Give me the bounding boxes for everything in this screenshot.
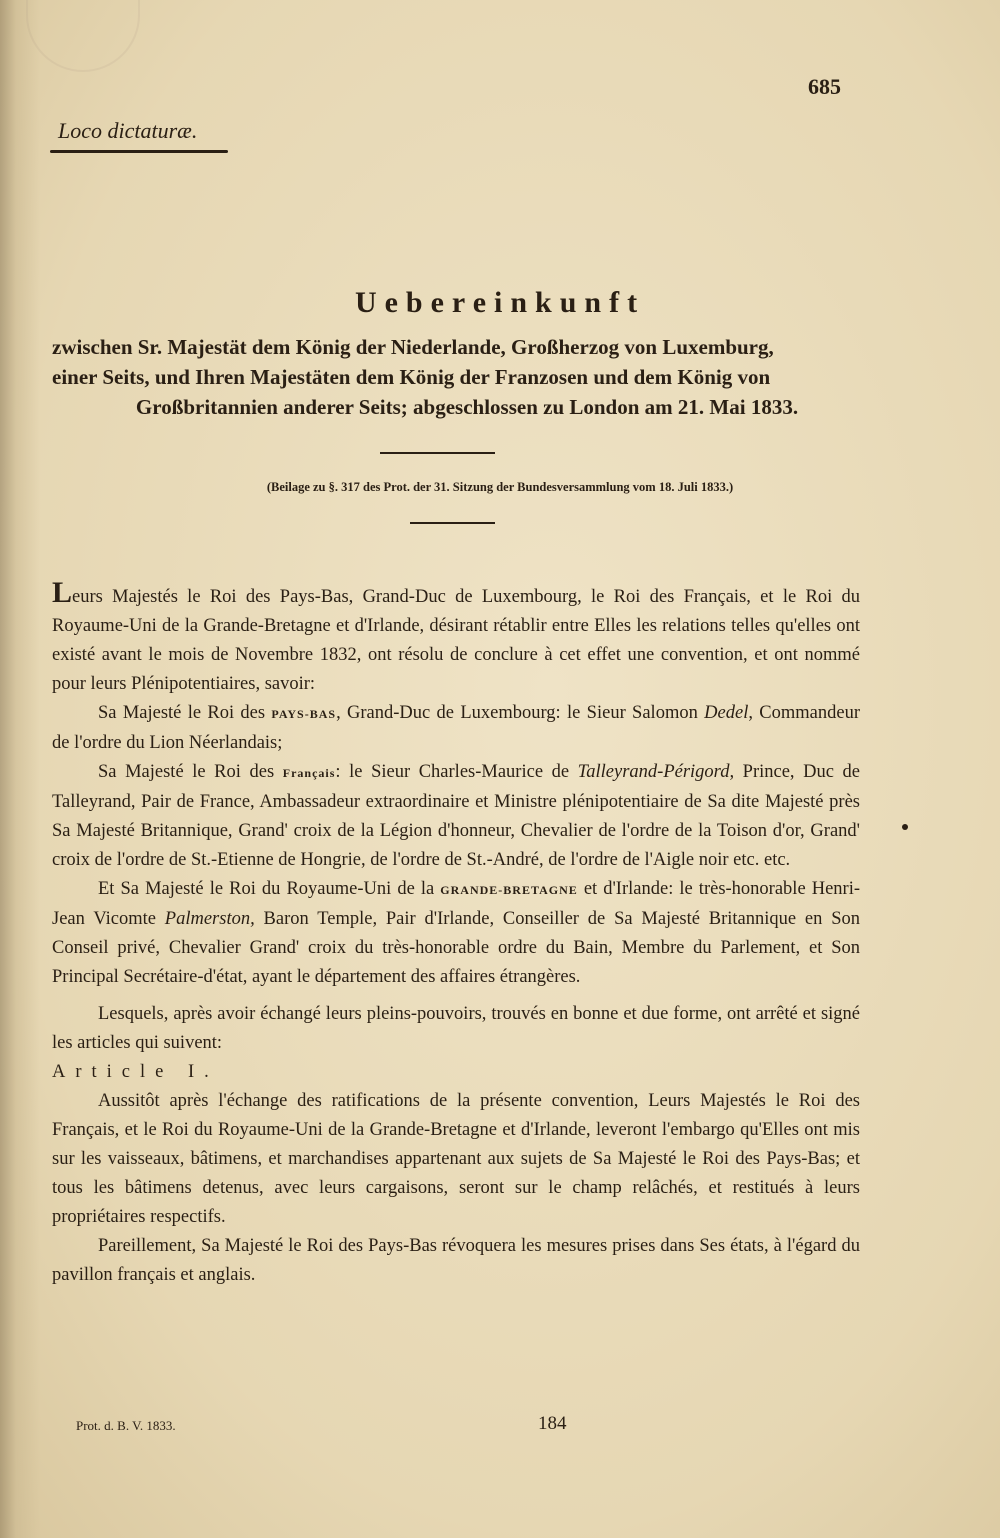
binding-shadow bbox=[0, 0, 40, 1538]
article-1-paragraph-1: Aussitôt après l'échange des ratifications de la présente convention, Leurs Majestés le Roi des Français, et le Roi du Royaume-Uni de la Grande-Bretagne et d'Irlande, leveront l'embargo qu'Elles ont mis sur les vaisseaux, bâtimens, et marchandises appartenant aux sujets de Sa Majesté le Roi des Pays-Bas; et tous les bâtimens detenus, avec leurs cargaisons, seront sur le champ relâchés, et restitués à leurs propriétaires respectifs. bbox=[52, 1091, 860, 1227]
text-run: Et Sa Majesté le Roi du Royaume-Uni de la bbox=[98, 879, 441, 899]
italic-name: Palmerston, bbox=[164, 909, 255, 929]
document-title: Uebereinkunft bbox=[354, 286, 646, 319]
text-run: et d'Irlande: le très-honorable Henri-Jean Vicomte bbox=[52, 879, 860, 929]
text-run: , Grand-Duc de Luxembourg: le Sieur Salomon bbox=[336, 703, 705, 723]
text-run: : le Sieur Charles-Maurice de bbox=[335, 762, 578, 782]
lesquels-paragraph: Lesquels, après avoir échangé leurs pleins-pouvoirs, trouvés en bonne et due forme, ont arrêté et signé les articles qui suivent: bbox=[52, 1004, 860, 1053]
document-subtitle bbox=[52, 332, 862, 422]
plenipotentiary-france bbox=[52, 758, 860, 875]
header-underline bbox=[50, 150, 228, 153]
divider-rule bbox=[410, 522, 495, 524]
italic-name: Talleyrand-Périgord, bbox=[577, 762, 735, 782]
ink-mark bbox=[902, 824, 908, 830]
treaty-body bbox=[52, 576, 861, 1290]
text-run: , Commandeur de l'ordre du Lion Néerlandais; bbox=[52, 703, 860, 753]
page-number: 685 bbox=[808, 74, 841, 99]
divider-rule bbox=[380, 452, 495, 454]
subtitle-line-2: einer Seits, und Ihren Majestäten dem König der Franzosen und dem König von bbox=[52, 365, 771, 389]
footer-signature-number: 184 bbox=[538, 1413, 567, 1434]
beilage-note: (Beilage zu §. 317 des Prot. der 31. Sitzung der Bundesversammlung vom 18. Juli 1833.) bbox=[266, 480, 734, 494]
plenipotentiary-netherlands bbox=[52, 699, 860, 758]
text-run: Sa Majesté le Roi des bbox=[98, 703, 272, 723]
subtitle-line-1: zwischen Sr. Majestät dem König der Niederlande, Großherzog von Luxemburg, bbox=[52, 335, 774, 359]
intro-paragraph bbox=[52, 576, 860, 699]
text-run: Baron Temple, Pair d'Irlande, Conseiller de Sa Majesté Britannique en Son Conseil privé, Chevalier Grand' croix du très-honorable ordre du Bain, Membre du Parlement, et Son Principal Secrétaire-d'état, ayant le département des affaires étrangères. bbox=[52, 909, 860, 987]
intro-text: eurs Majestés le Roi des Pays-Bas, Grand-Duc de Luxembourg, le Roi des Français, et le Roi du Royaume-Uni de la Grande-Bretagne et d'Irlande, désirant rétablir entre Elles les relations telles qu'elles ont existé avant le mois de Novembre 1832, ont résolu de conclure à cet effet une convention, et ont nommé pour leurs Plénipotentiaires, savoir: bbox=[52, 587, 860, 694]
article-1-paragraph-2: Pareillement, Sa Majesté le Roi des Pays-Bas révoquera les mesures prises dans Ses états, à l'égard du pavillon français et anglais. bbox=[52, 1236, 860, 1285]
small-caps-text: PAYS-BAS bbox=[271, 707, 337, 721]
article-heading: Article I. bbox=[52, 1062, 219, 1082]
subtitle-line-3: Großbritannien anderer Seits; abgeschlossen zu London am 21. Mai 1833. bbox=[135, 395, 799, 419]
text-run: Sa Majesté le Roi des bbox=[98, 762, 283, 782]
header-note: Loco dictaturæ. bbox=[58, 118, 198, 143]
plenipotentiary-britain bbox=[52, 875, 860, 992]
small-caps-text: Français bbox=[282, 766, 336, 780]
text-run: Prince, Duc de Talleyrand, Pair de France, Ambassadeur extraordinaire et Ministre plénipotentiaire de Sa dite Majesté près Sa Majesté Britannique, Grand' croix de la Légion d'honneur, Chevalier de l'ordre de la Toison d'or, Grand' croix de l'ordre de St.-Etienne de Hongrie, de l'ordre de St.-André, de l'ordre de l'Aigle noir etc. etc. bbox=[52, 762, 861, 870]
small-caps-text: GRANDE-BRETAGNE bbox=[440, 883, 578, 897]
footer-protocol: Prot. d. B. V. 1833. bbox=[76, 1418, 176, 1433]
drop-cap: L bbox=[52, 576, 73, 609]
italic-name: Dedel bbox=[704, 703, 749, 723]
